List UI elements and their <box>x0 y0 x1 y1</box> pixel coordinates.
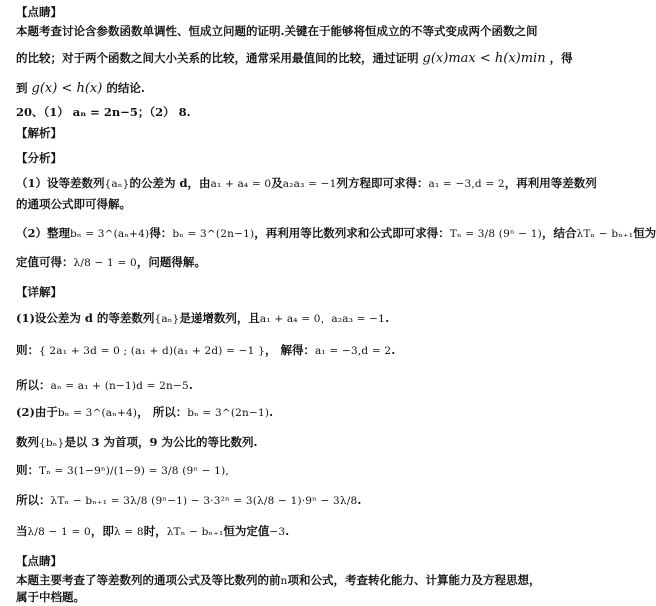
detail-2-result: a₁ = −3,d = 2 <box>315 345 392 357</box>
analysis-3-eq2: bₙ = 3^(2n−1) <box>172 228 255 240</box>
summary-line-2 <box>16 50 573 67</box>
detail-8-text-g: 恒为定值 <box>223 524 270 538</box>
analysis-1-eq1: a₁ + a₄ = 0 <box>210 178 272 190</box>
analysis-1-text-c: 的公差为 d，由 <box>129 176 211 190</box>
analysis-1-text-i: ，再利用等差数列 <box>504 176 597 190</box>
detail-line-4 <box>16 404 540 421</box>
detail-line-3 <box>16 377 540 394</box>
analysis-3-text-g: ，结合 <box>541 226 577 240</box>
jiexi-heading: 【解析】 <box>16 126 62 140</box>
detail-5-seq: {bₙ} <box>39 437 65 449</box>
analysis-3-text-a: （2）整理 <box>16 226 71 240</box>
detail-6-sum: Tₙ = 3(1−9ⁿ)/(1−9) = 3/8 (9ⁿ − 1), <box>39 465 229 477</box>
detail-line-8 <box>16 523 540 540</box>
detail-line-1 <box>16 310 540 327</box>
summary-line-2-text: 的比较；对于两个函数之间大小关系的比较，通常采用最值间的比较，通过证明 <box>16 51 419 65</box>
final-1-text-a: 本题主要考查了等差数列的通项公式及等比数列的前 <box>16 573 281 587</box>
analysis-3-text-i: 恒为 <box>633 226 656 240</box>
analysis-4-text-a: 定值可得： <box>16 255 74 269</box>
summary-line-3-text: 到 <box>16 81 28 95</box>
analysis-3-eq4: λTₙ − bₙ₊₁ <box>576 228 634 240</box>
detail-8-eq4: −3 <box>269 526 286 538</box>
analysis-1-seq: {aₙ} <box>104 178 130 190</box>
analysis-3-text-c: 得： <box>149 226 173 240</box>
summary-line-2-formula: g(x)max < h(x)min <box>422 51 546 66</box>
dianjing-heading: 【点睛】 <box>16 5 62 19</box>
dianjing-heading-2: 【点睛】 <box>16 554 62 568</box>
analysis-1-eq2: a₂a₃ = −1 <box>282 178 337 190</box>
detail-7-eq: λTₙ − bₙ₊₁ = 3λ/8 (9ⁿ−1) − 3·3²ⁿ = 3(λ/8 − 1)·9ⁿ − 3λ/8 <box>50 495 358 507</box>
detail-4-text-a: (2)由于 <box>16 405 58 419</box>
detail-4-eq2: bₙ = 3^(2n−1) <box>187 407 270 419</box>
detail-8-eq3: λTₙ − bₙ₊₁ <box>166 526 224 538</box>
detail-4-eq1: bₙ = 3^(aₙ+4) <box>57 407 138 419</box>
detail-3-text-a: 所以： <box>16 378 51 392</box>
analysis-4-text-c: ，问题得解。 <box>136 255 206 269</box>
detail-4-text-c: ， 所以： <box>137 405 188 419</box>
summary-line-2-end: ，得 <box>549 51 573 65</box>
analysis-1-result: a₁ = −3,d = 2 <box>428 178 505 190</box>
analysis-1-text-a: （1）设等差数列 <box>16 176 105 190</box>
analysis-1-text-g: 列方程即可求得： <box>336 176 429 190</box>
analysis-line-4 <box>16 254 540 271</box>
detail-3-end: . <box>188 378 193 392</box>
summary-line-3 <box>16 80 540 97</box>
detail-8-text-e: 时， <box>143 524 167 538</box>
detail-2-text-a: 则： <box>16 343 39 357</box>
summary-line-1: 本题考查讨论含参数函数单调性、恒成立问题的证明.关键在于能够将恒成立的不等式变成两个函数之间 <box>16 24 538 38</box>
detail-line-6 <box>16 462 540 479</box>
analysis-3-eq3: Tₙ = 3/8 (9ⁿ − 1) <box>449 228 542 240</box>
detail-8-eq1: λ/8 − 1 = 0 <box>27 526 91 538</box>
analysis-3-eq1: bₙ = 3^(aₙ+4) <box>70 228 150 240</box>
final-1-n: n <box>280 575 288 587</box>
detail-5-text-c: 是以 3 为首项，9 为公比的等比数列. <box>64 435 258 449</box>
detail-line-5 <box>16 434 540 451</box>
analysis-3-text-e: ，再利用等比数列求和公式即可求得： <box>254 226 450 240</box>
detail-2-system: { 2a₁ + 3d = 0 ; (a₁ + d)(a₁ + 2d) = −1 } <box>39 345 265 357</box>
detail-8-text-c: ，即 <box>90 524 114 538</box>
detail-1-text-c: 是递增数列，且 <box>179 311 260 325</box>
detail-1-seq: {aₙ} <box>154 313 180 325</box>
fenxi-heading: 【分析】 <box>16 151 62 165</box>
detail-4-end: . <box>269 405 274 419</box>
analysis-line-2: 的通项公式即可得解。 <box>16 197 131 211</box>
detail-1-end: . <box>385 311 390 325</box>
detail-2-end: . <box>391 343 396 357</box>
analysis-4-eq: λ/8 − 1 = 0 <box>73 257 137 269</box>
detail-1-text-a: (1)设公差为 d 的等差数列 <box>16 311 155 325</box>
final-line-2: 属于中档题。 <box>16 590 85 604</box>
detail-8-eq2: λ = 8 <box>113 526 144 538</box>
detail-line-7 <box>16 492 540 509</box>
final-line-1 <box>16 572 540 589</box>
final-1-text-c: 项和公式，考查转化能力、计算能力及方程思想， <box>287 573 541 587</box>
analysis-line-1 <box>16 175 597 192</box>
detail-line-2 <box>16 342 540 359</box>
answer-line: 20、（1） aₙ = 2n−5；（2） 8. <box>16 105 191 119</box>
detail-8-end: . <box>285 524 290 538</box>
detail-7-end: . <box>357 493 362 507</box>
detail-7-text-a: 所以： <box>16 493 51 507</box>
xiangjie-heading: 【详解】 <box>16 285 62 299</box>
detail-2-text-c: ， 解得： <box>264 343 315 357</box>
detail-6-text-a: 则： <box>16 463 39 477</box>
detail-5-text-a: 数列 <box>16 435 39 449</box>
detail-1-cond: a₁ + a₄ = 0，a₂a₃ = −1 <box>259 313 386 325</box>
detail-3-eq: aₙ = a₁ + (n−1)d = 2n−5 <box>50 380 189 392</box>
detail-8-text-a: 当 <box>16 524 28 538</box>
summary-line-3-end: 的结论. <box>106 81 145 95</box>
analysis-1-text-e: 及 <box>271 176 283 190</box>
summary-line-3-formula: g(x) < h(x) <box>31 81 103 96</box>
analysis-line-3 <box>16 225 656 242</box>
